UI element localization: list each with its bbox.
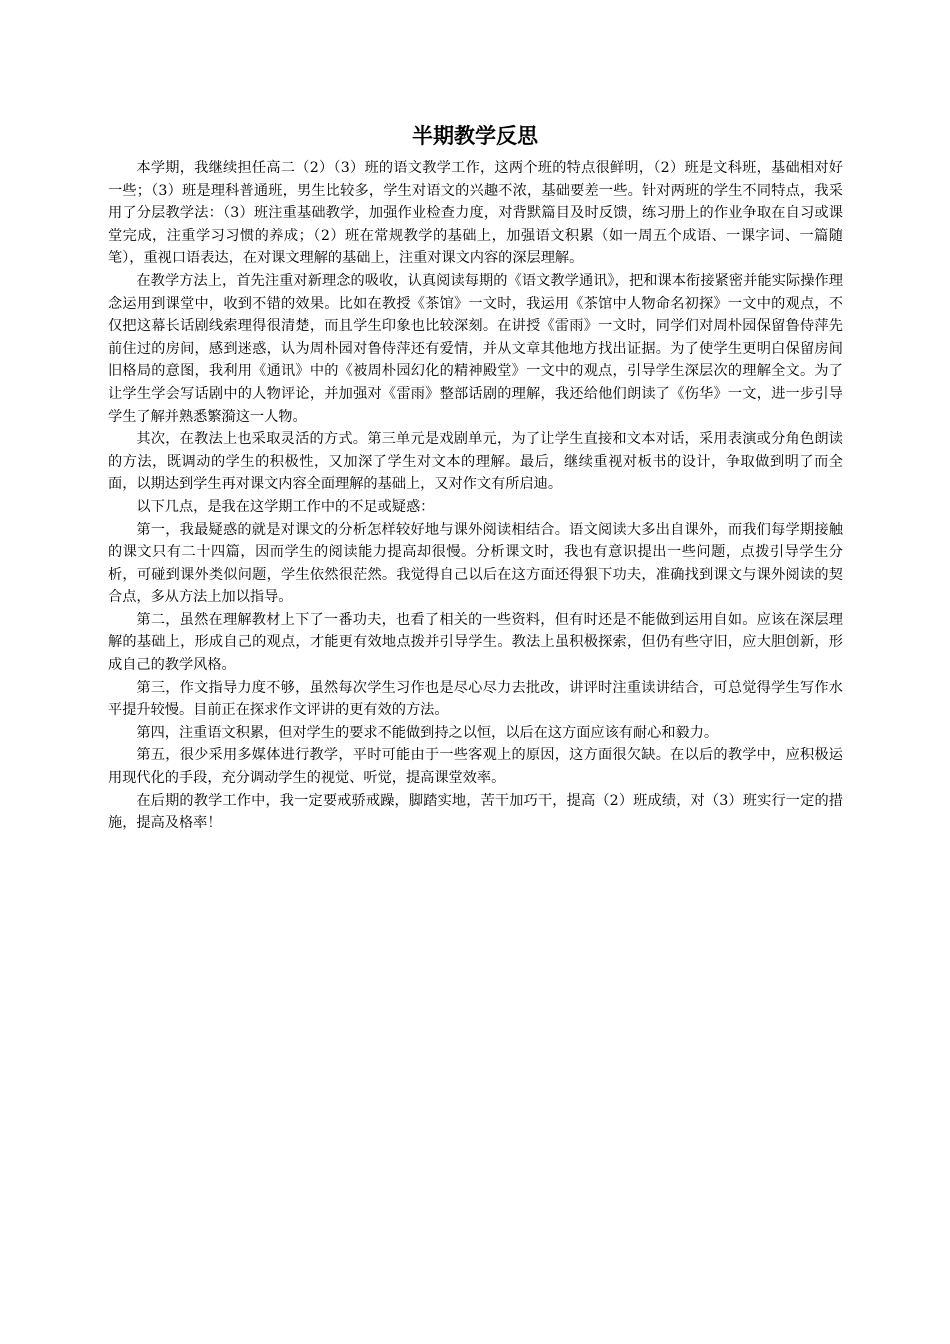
paragraph-point-four: 第四，注重语文积累，但对学生的要求不能做到持之以恒，以后在这方面应该有耐心和毅力。 — [136, 724, 719, 741]
paragraph-point-five: 第五，很少采用多媒体进行教学，平时可能由于一些客观上的原因，这方面很欠缺。在以后的教学中，应积极运用现代化的手段，充分调动学生的视觉、听觉，提高课堂效率。 — [108, 747, 843, 787]
paragraph-shortcomings-intro: 以下几点，是我在这学期工作中的不足或疑惑： — [136, 498, 435, 515]
paragraph-point-two: 第二，虽然在理解教材上下了一番功夫，也看了相关的一些资料，但有时还是不能做到运用自如。应该在深层理解的基础上，形成自己的观点，才能更有效地点拨并引导学生。教法上虽积极探索，但仍有些守旧，应大胆创新，形成自己的教学风格。 — [108, 611, 843, 674]
paragraph-conclusion: 在后期的教学工作中，我一定要戒骄戒躁，脚踏实地，苦干加巧干，提高（2）班成绩，对（3）班实行一定的措施，提高及格率！ — [108, 792, 843, 832]
page-title: 半期教学反思 — [412, 124, 538, 148]
document-body — [108, 157, 843, 835]
paragraph-intro: 本学期，我继续担任高二（2）（3）班的语文教学工作，这两个班的特点很鲜明，（2）班是文科班，基础相对好一些；（3）班是理科普通班，男生比较多，学生对语文的兴趣不浓，基础要差一些。针对两班的学生不同特点，我采用了分层教学法：（3）班注重基础教学，加强作业检查力度，对背默篇目及时反馈，练习册上的作业争取在自习或课堂完成，注重学习习惯的养成；（2）班在常规教学的基础上，加强语文积累（如一周五个成语、一课字词、一篇随笔），重视口语表达，在对课文理解的基础上，注重对课文内容的深层理解。 — [108, 160, 843, 267]
paragraph-flexible-approach: 其次，在教法上也采取灵活的方式。第三单元是戏剧单元，为了让学生直接和文本对话，采用表演或分角色朗读的方法，既调动的学生的积极性，又加深了学生对文本的理解。最后，继续重视对板书的设计，争取做到明了而全面，以期达到学生再对课文内容全面理解的基础上，又对作文有所启迪。 — [108, 431, 843, 493]
paragraph-teaching-method: 在教学方法上，首先注重对新理念的吸收，认真阅读每期的《语文教学通讯》，把和课本衔接紧密并能实际操作理念运用到课堂中，收到不错的效果。比如在教授《茶馆》一文时，我运用《茶馆中人物命名初探》一文中的观点，不仅把这幕长话剧线索理得很清楚，而且学生印象也比较深刻。在讲授《雷雨》一文时，同学们对周朴园保留鲁侍萍先前住过的房间，感到迷惑，认为周朴园对鲁侍萍还有爱情，并从文章其他地方找出证据。为了使学生更明白保留房间旧格局的意图，我利用《通讯》中的《被周朴园幻化的精神殿堂》一文中的观点，引导学生深层次的理解全文。为了让学生学会写话剧中的人物评论，并加强对《雷雨》整部话剧的理解，我还给他们朗读了《伤华》一文，进一步引导学生了解并熟悉繁漪这一人物。 — [108, 272, 843, 425]
paragraph-point-one: 第一，我最疑惑的就是对课文的分析怎样较好地与课外阅读相结合。语文阅读大多出自课外，而我们每学期接触的课文只有二十四篇，因而学生的阅读能力提高却很慢。分析课文时，我也有意识提出一些问题，点拨引导学生分析，可碰到课外类似问题，学生依然很茫然。我觉得自己以后在这方面还得狠下功夫，准确找到课文与课外阅读的契合点，多从方法上加以指导。 — [108, 521, 843, 606]
paragraph-point-three: 第三，作文指导力度不够，虽然每次学生习作也是尽心尽力去批改，讲评时注重读讲结合，可总觉得学生写作水平提升较慢。目前正在探求作文评讲的更有效的方法。 — [108, 679, 843, 719]
